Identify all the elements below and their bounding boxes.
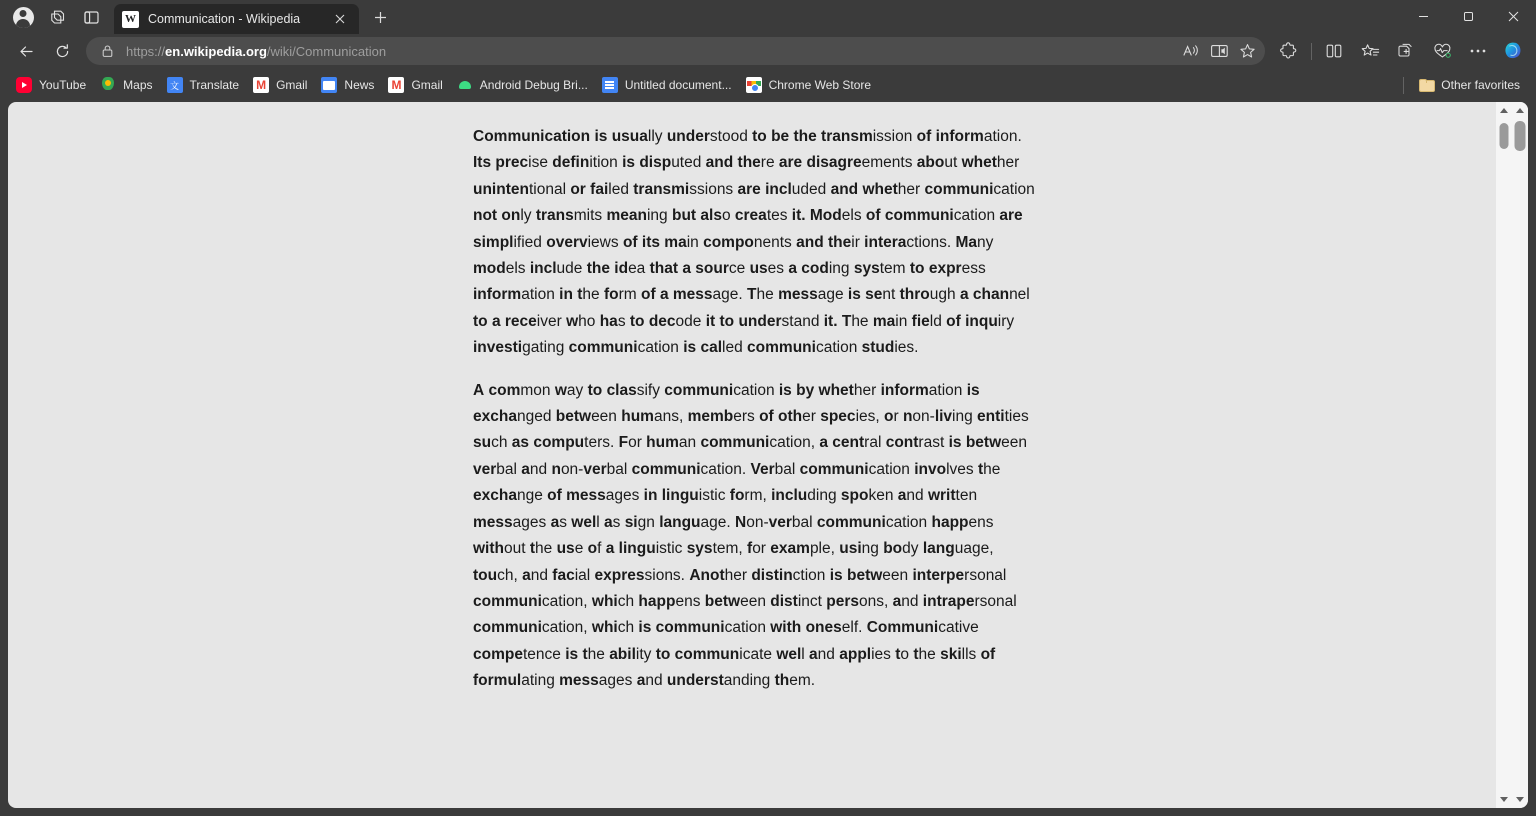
- read-aloud-button[interactable]: [1177, 39, 1205, 63]
- tab-close-button[interactable]: [329, 8, 351, 30]
- bookmarks-bar-trailing: [1399, 73, 1528, 97]
- maps-icon: [100, 77, 116, 93]
- bookmark-label: Gmail: [276, 78, 308, 92]
- bookmark-untitled-document[interactable]: [596, 73, 738, 97]
- copilot-icon: [1501, 40, 1525, 62]
- close-icon: [335, 14, 345, 24]
- collections-button[interactable]: [1390, 36, 1422, 66]
- restore-icon: [1463, 11, 1474, 22]
- address-bar[interactable]: [86, 37, 1265, 65]
- outer-scroll-up-button[interactable]: [1511, 102, 1528, 119]
- gmail-icon: [388, 77, 404, 93]
- bookmark-translate[interactable]: [161, 73, 246, 97]
- sidebar-panel-icon: [83, 9, 100, 26]
- triangle-down-icon: [1500, 797, 1508, 802]
- bookmark-label: Gmail: [411, 78, 443, 92]
- browser-essentials-button[interactable]: [1426, 36, 1458, 66]
- plus-icon: [374, 11, 387, 24]
- close-icon: [1508, 11, 1519, 22]
- android-icon: [457, 77, 473, 93]
- browser-tab[interactable]: [114, 4, 359, 34]
- tab-actions-menu-button[interactable]: [40, 2, 74, 32]
- bookmark-label: Untitled document...: [624, 78, 732, 92]
- chrome-web-store-icon: [746, 77, 762, 93]
- heart-pulse-icon: [1433, 43, 1452, 60]
- bookmark-label: Android Debug Bri...: [479, 78, 588, 92]
- outer-scroll-thumb[interactable]: [1514, 121, 1525, 151]
- paragraph-2: A common way to classify communication is by whether information is exchanged between humans, members of other species, or non-living entities such as computers. For human communication, a central contrast is between verbal and non-verbal communication. Verbal communication involves the exchange of messages in linguistic form, including spoken and written messages as well as sign language. Non-verbal communication happens without the use of a linguistic system, for example, using body language, touch, and facial expressions. Another distinction is between interpersonal communication, which happens between distinct persons, and intrapersonal communication, which is communication with oneself. Communicative competence is the ability to communicate well and applies to the skills of formulating messages and understanding them.: [473, 381, 1029, 690]
- bookmark-news[interactable]: [315, 73, 380, 97]
- split-screen-button[interactable]: [1318, 36, 1350, 66]
- url-prefix: https://: [126, 43, 166, 59]
- back-button[interactable]: [10, 36, 42, 66]
- favorites-button[interactable]: [1354, 36, 1386, 66]
- puzzle-piece-icon: [1280, 42, 1298, 60]
- bookmark-android-debug-bridge[interactable]: [451, 73, 594, 97]
- triangle-down-icon: [1516, 797, 1524, 802]
- arrow-left-icon: [18, 43, 35, 60]
- bookmark-label: News: [344, 78, 375, 92]
- profile-avatar-button[interactable]: [6, 2, 40, 32]
- wikipedia-favicon-icon: W: [122, 11, 139, 28]
- immersive-reader-button[interactable]: [1205, 39, 1233, 63]
- bookmark-youtube[interactable]: [10, 73, 92, 97]
- inner-scrollbar[interactable]: [1496, 102, 1511, 808]
- url-text: [126, 44, 1177, 59]
- other-favorites-label: Other favorites: [1441, 78, 1520, 92]
- other-favorites-folder[interactable]: [1412, 73, 1526, 97]
- bookmark-maps[interactable]: [94, 73, 158, 97]
- browser-toolbar: [0, 34, 1536, 68]
- refresh-button[interactable]: [46, 36, 78, 66]
- bookmark-label: Chrome Web Store: [768, 78, 872, 92]
- add-favorite-button[interactable]: [1233, 39, 1261, 63]
- translate-icon: [167, 77, 183, 93]
- split-screen-icon: [1325, 42, 1343, 60]
- url-domain: en.wikipedia.org: [165, 43, 267, 59]
- immersive-reader-icon: [1210, 43, 1229, 59]
- bookmarks-bar: [0, 68, 1536, 102]
- bookmark-gmail-2[interactable]: [382, 73, 448, 97]
- outer-scrollbar[interactable]: [1511, 102, 1528, 808]
- inner-scroll-down-button[interactable]: [1496, 791, 1511, 808]
- paragraph-1: Communication is usually understood to be the transmission of information. Its precise definition is disputed and there are disagreements about whether unintentional or failed transmissions are included and whether communication not only transmits meaning but also creates it. Models of communication are simplified overviews of its main components and their interactions. Many models include the idea that a source uses a coding system to express information in the form of a message. The message is sent through a channel to a receiver who has to decode it to understand it. The main field of inquiry investigating communication is called communication studies.: [473, 128, 1035, 357]
- toolbar-separator: [1311, 43, 1312, 60]
- star-icon: [1239, 43, 1256, 59]
- outer-scroll-track[interactable]: [1511, 119, 1528, 791]
- favorites-star-list-icon: [1361, 43, 1380, 60]
- window-controls: [1401, 0, 1536, 32]
- bookmark-label: Maps: [123, 78, 153, 92]
- extensions-button[interactable]: [1273, 36, 1305, 66]
- news-icon: [321, 77, 337, 93]
- folder-icon: [1418, 77, 1434, 93]
- outer-scroll-down-button[interactable]: [1511, 791, 1528, 808]
- avatar: [13, 7, 34, 28]
- youtube-icon: [16, 77, 32, 93]
- settings-and-more-button[interactable]: [1462, 36, 1494, 66]
- bookmark-label: Translate: [189, 78, 240, 92]
- bookmarks-separator: [1403, 77, 1404, 94]
- site-security-button[interactable]: [96, 44, 118, 58]
- tab-strip: [0, 0, 1536, 34]
- copilot-button[interactable]: [1498, 36, 1528, 66]
- address-bar-actions: [1177, 39, 1261, 63]
- minimize-icon: [1418, 11, 1429, 22]
- close-window-button[interactable]: [1491, 0, 1536, 32]
- triangle-up-icon: [1516, 108, 1524, 113]
- maximize-restore-button[interactable]: [1446, 0, 1491, 32]
- bookmark-gmail[interactable]: [247, 73, 313, 97]
- collections-add-icon: [1397, 42, 1415, 60]
- refresh-icon: [54, 43, 71, 60]
- bookmark-label: YouTube: [39, 78, 87, 92]
- inner-scroll-thumb[interactable]: [1499, 123, 1508, 149]
- article-body: [473, 124, 1039, 711]
- ellipsis-icon: [1469, 48, 1487, 54]
- tab-strip-leading-controls: [0, 2, 108, 32]
- inner-scroll-track[interactable]: [1496, 119, 1511, 791]
- copy-stack-icon: [49, 9, 66, 26]
- new-tab-button[interactable]: [365, 2, 395, 32]
- minimize-button[interactable]: [1401, 0, 1446, 32]
- lock-icon: [101, 44, 114, 58]
- vertical-tabs-toggle-button[interactable]: [74, 2, 108, 32]
- tab-title: Communication - Wikipedia: [148, 12, 301, 26]
- docs-icon: [602, 77, 618, 93]
- gmail-icon: [253, 77, 269, 93]
- bookmark-chrome-web-store[interactable]: [740, 73, 878, 97]
- page-viewport: [8, 102, 1528, 808]
- read-aloud-icon: [1182, 43, 1200, 59]
- inner-scroll-up-button[interactable]: [1496, 102, 1511, 119]
- url-path: /wiki/Communication: [266, 43, 387, 59]
- triangle-up-icon: [1500, 108, 1508, 113]
